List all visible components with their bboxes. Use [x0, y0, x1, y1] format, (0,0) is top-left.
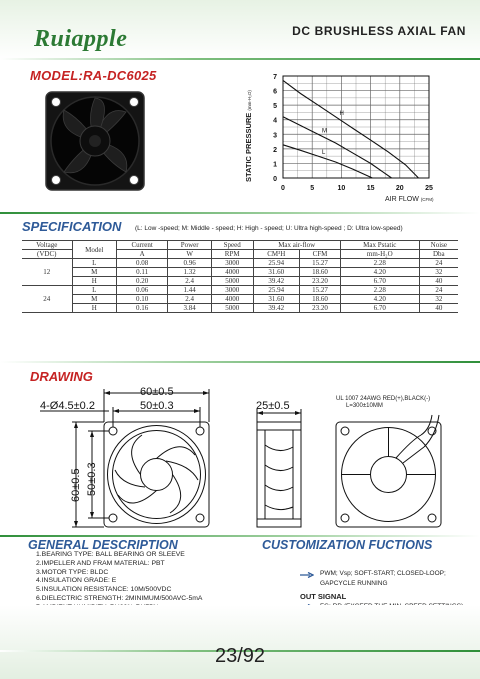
- cable-spec-line1: UL 1007 24AWG RED(+),BLACK(-): [336, 396, 431, 402]
- dim-height: 60±0.5: [70, 468, 82, 502]
- cell-noise: 24: [419, 259, 458, 268]
- header-model: Model: [72, 241, 116, 259]
- series-label: M: [322, 128, 328, 135]
- cell-cmh: 39.42: [253, 277, 300, 286]
- series-line-M: [283, 117, 392, 178]
- dim-vertical-pitch: 50±0.3: [86, 462, 98, 496]
- cell-power: 3.84: [168, 304, 211, 313]
- cell-voltage: [22, 286, 72, 295]
- cell-noise: 32: [419, 268, 458, 277]
- header-power: Power: [168, 241, 211, 250]
- cell-voltage: 12: [43, 268, 51, 276]
- cell-voltage: 24: [43, 295, 51, 303]
- cell-power: 0.96: [168, 259, 211, 268]
- cell-speed: 3000: [211, 286, 253, 295]
- y-tick-label: 6: [273, 88, 277, 96]
- cell-cfm: 15.27: [300, 259, 341, 268]
- unit-current: A: [116, 250, 168, 259]
- general-item: 2.IMPELLER AND FRAM MATERIAL: PBT: [36, 559, 165, 567]
- cell-speed: 4000: [211, 295, 253, 304]
- cell-speed: 5000: [211, 277, 253, 286]
- cell-power: 2.4: [168, 295, 211, 304]
- cell-pressure: 6.70: [340, 304, 419, 313]
- page-number: 23/92: [214, 645, 266, 667]
- spec-title: SPECIFICATION: [22, 219, 122, 234]
- chart-grid: [283, 76, 429, 178]
- cell-cfm: 18.60: [300, 268, 341, 277]
- header-divider: [0, 58, 480, 60]
- cell-cfm: 18.60: [300, 295, 341, 304]
- cell-current: 0.08: [116, 259, 168, 268]
- cell-voltage: [22, 304, 72, 313]
- y-axis-title: STATIC PRESSURE (mm-H₂O): [244, 90, 253, 182]
- cell-cfm: 23.20: [300, 277, 341, 286]
- pwm-options: PWM; Vsp; SOFT-START; CLOSED-LOOP;: [320, 570, 446, 577]
- cell-current: 0.20: [116, 277, 168, 286]
- dim-width: 60±0.5: [140, 386, 174, 398]
- dim-depth: 25±0.5: [256, 400, 290, 412]
- y-tick-label: 0: [273, 176, 277, 183]
- unit-power: W: [168, 250, 211, 259]
- cell-cmh: 25.94: [253, 286, 300, 295]
- series-line-L: [283, 145, 372, 178]
- header-speed: Speed: [211, 241, 253, 250]
- pwm-options-cont: GAPCYCLE RUNNING: [320, 580, 388, 587]
- header-noise: Noise: [419, 241, 458, 250]
- x-tick-label: 25: [425, 185, 433, 192]
- y-tick-label: 1: [273, 161, 277, 169]
- y-tick-label: 4: [273, 117, 277, 125]
- y-tick-label: 5: [273, 103, 277, 111]
- series-label: L: [322, 150, 326, 157]
- fan-photo-image: [44, 90, 146, 192]
- cell-model: H: [72, 304, 116, 313]
- unit-cfm: CFM: [300, 250, 341, 259]
- customization-title: CUSTOMIZATION FUCTIONS: [262, 538, 433, 552]
- cell-model: M: [72, 268, 116, 277]
- cell-speed: 4000: [211, 268, 253, 277]
- unit-pressure: mm-H₂O: [340, 250, 419, 259]
- table-header-row: [22, 241, 458, 250]
- cell-power: 1.44: [168, 286, 211, 295]
- cell-model: H: [72, 277, 116, 286]
- cell-power: 2.4: [168, 277, 211, 286]
- cell-pressure: 4.20: [340, 268, 419, 277]
- cell-current: 0.11: [116, 268, 168, 277]
- y-tick-label: 7: [273, 74, 277, 81]
- spec-table: [22, 240, 458, 313]
- cell-cmh: 31.60: [253, 268, 300, 277]
- model-number: MODEL:RA-DC6025: [30, 68, 157, 83]
- section-divider: [0, 535, 480, 537]
- series-label: H: [339, 110, 344, 117]
- cell-current: 0.10: [116, 295, 168, 304]
- table-row: [22, 277, 458, 286]
- section-divider: [0, 212, 480, 214]
- header-voltage: Voltage: [22, 241, 72, 250]
- dim-hole-pitch: 50±0.3: [140, 400, 174, 412]
- cell-cfm: 23.20: [300, 304, 341, 313]
- cell-cmh: 25.94: [253, 259, 300, 268]
- cell-cmh: 39.42: [253, 304, 300, 313]
- cable-spec: [336, 396, 430, 410]
- y-tick-label: 2: [273, 146, 277, 154]
- x-tick-label: 5: [310, 185, 315, 192]
- general-description-title: GENERAL DESCRIPTION: [28, 538, 178, 552]
- cell-pressure: 2.28: [340, 259, 419, 268]
- cell-voltage: [22, 259, 72, 268]
- arrow-right-icon: [300, 572, 314, 578]
- drawing-title: DRAWING: [30, 369, 93, 384]
- x-tick-label: 15: [366, 185, 375, 192]
- table-row: [22, 295, 458, 304]
- cell-cmh: 31.60: [253, 295, 300, 304]
- unit-noise: Dba: [419, 250, 458, 259]
- cell-voltage: [22, 277, 72, 286]
- cell-model: M: [72, 295, 116, 304]
- header-current: Current: [116, 241, 168, 250]
- table-row: [22, 286, 458, 295]
- cell-pressure: 2.28: [340, 286, 419, 295]
- unit-voltage: (VDC): [22, 250, 72, 259]
- y-axis-ticks: [273, 74, 277, 183]
- cell-speed: 5000: [211, 304, 253, 313]
- cell-model: L: [72, 286, 116, 295]
- header-pressure: Max Pstatic: [340, 241, 419, 250]
- general-item: 5.INSULATION RESISTANCE: 10M/500VDC: [36, 586, 172, 594]
- cell-noise: 40: [419, 304, 458, 313]
- unit-speed: RPM: [211, 250, 253, 259]
- general-item: 1.BEARING TYPE: BALL BEARING OR SLEEVE: [36, 551, 185, 558]
- x-tick-label: 10: [337, 185, 346, 192]
- out-signal-title: OUT SIGNAL: [300, 592, 347, 601]
- cell-current: 0.16: [116, 304, 168, 313]
- cell-current: 0.06: [116, 286, 168, 295]
- general-item: 3.MOTOR TYPE: BLDC: [36, 568, 109, 576]
- cell-cfm: 15.27: [300, 286, 341, 295]
- cell-noise: 40: [419, 277, 458, 286]
- cell-pressure: 4.20: [340, 295, 419, 304]
- general-item: 6.DIELECTRIC STRENGTH: 2MINIMUM/500AVC-5mA: [36, 594, 203, 602]
- brand-logo: Ruiapple: [34, 26, 128, 52]
- x-axis-title: AIR FLOW (CFM): [385, 196, 434, 203]
- y-tick-label: 3: [273, 132, 277, 140]
- document-title: DC BRUSHLESS AXIAL FAN: [292, 24, 466, 38]
- unit-cmh: CM³H: [253, 250, 300, 259]
- dim-mounting-holes: 4-Ø4.5±0.2: [40, 400, 95, 412]
- table-row: [22, 268, 458, 277]
- cell-model: L: [72, 259, 116, 268]
- cell-power: 1.32: [168, 268, 211, 277]
- cell-noise: 32: [419, 295, 458, 304]
- cell-speed: 3000: [211, 259, 253, 268]
- cell-pressure: 6.70: [340, 277, 419, 286]
- x-tick-label: 20: [395, 185, 404, 192]
- x-tick-label: 0: [281, 185, 285, 192]
- table-row: [22, 259, 458, 268]
- section-divider: [0, 361, 480, 363]
- header-airflow: Max air-flow: [253, 241, 340, 250]
- general-item: 4.INSULATION GRADE: E: [36, 577, 117, 585]
- cell-noise: 24: [419, 286, 458, 295]
- x-axis-ticks: [281, 185, 433, 192]
- table-row: [22, 304, 458, 313]
- spec-legend: (L: Low -speed; M: Middle - speed; H: High - speed; U: Ultra high-speed ; D: Ultra low-speed): [135, 225, 403, 232]
- cable-spec-line2: L=300±10MM: [346, 403, 383, 409]
